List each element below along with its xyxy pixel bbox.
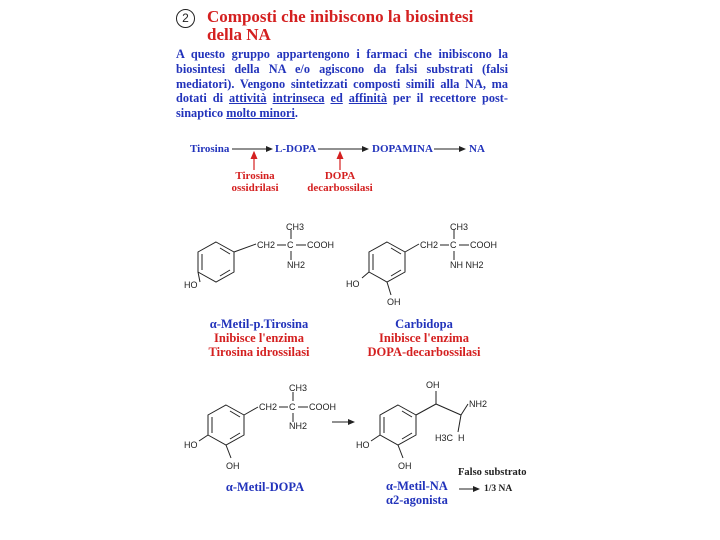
paragraph-text: . <box>294 106 298 121</box>
label-oh: OH <box>226 461 240 471</box>
pathway-na: NA <box>469 143 485 155</box>
label-oh: OH <box>398 461 412 471</box>
label-ho: HO <box>356 440 370 450</box>
label-oh: OH <box>387 297 401 307</box>
label-nh2: NH2 <box>469 399 488 409</box>
compound-effect: α2-agonista <box>386 493 448 507</box>
compound-effect: Inibisce l'enzima <box>214 331 304 345</box>
label-oh-hydroxyl: OH <box>426 380 440 390</box>
caption-carbidopa <box>356 317 492 359</box>
slide-title-line2: della NA <box>207 25 271 44</box>
label-cooh: COOH <box>470 240 497 250</box>
structure-carbidopa <box>346 222 497 307</box>
label-ch3: CH3 <box>286 222 305 232</box>
pathway-dopamina: DOPAMINA <box>372 143 433 155</box>
label-ch2: CH2 <box>257 240 276 250</box>
label-c: C <box>450 240 457 250</box>
enzyme-line: Tirosina <box>235 170 275 182</box>
label-ch2: CH2 <box>420 240 439 250</box>
label-ho: HO <box>184 440 198 450</box>
structure-metil-tirosina <box>184 222 334 290</box>
caption-metil-tirosina <box>194 317 324 359</box>
compound-target: Tirosina idrossilasi <box>208 345 310 359</box>
caption-metil-dopa: α-Metil-DOPA <box>225 480 305 494</box>
label-nhnh2: NH NH2 <box>450 260 484 270</box>
structure-metil-na <box>356 380 487 471</box>
underlined-term: molto minori <box>226 106 295 121</box>
slide-title-line1: Composti che inibiscono la biosintesi <box>207 7 474 26</box>
label-ho: HO <box>346 279 360 289</box>
caption-metil-na <box>386 479 466 507</box>
label-h3c: H3C <box>435 433 454 443</box>
label-nh2: NH2 <box>289 421 308 431</box>
label-h: H <box>458 433 465 443</box>
pathway-tirosina: Tirosina <box>190 143 230 155</box>
compound-target: DOPA-decarbossilasi <box>367 345 481 359</box>
underlined-term: ed <box>330 91 343 106</box>
label-ch3: CH3 <box>289 383 308 393</box>
compound-name: α-Metil-NA <box>386 479 448 493</box>
label-cooh: COOH <box>309 402 336 412</box>
label-c: C <box>287 240 294 250</box>
label-cooh: COOH <box>307 240 334 250</box>
structure-metil-dopa <box>184 383 336 471</box>
underlined-term: attività <box>228 91 267 106</box>
label-ch3: CH3 <box>450 222 469 232</box>
pathway-ldopa: L-DOPA <box>275 143 317 155</box>
false-substrate-label: Falso substrato <box>458 467 527 478</box>
label-ch2: CH2 <box>259 402 278 412</box>
potency-ratio-label: 1/3 NA <box>484 484 513 494</box>
enzyme-line: decarbossilasi <box>307 182 373 194</box>
underlined-term: intrinseca <box>272 91 325 106</box>
compound-name: α-Metil-p.Tirosina <box>209 317 309 331</box>
compound-name: Carbidopa <box>395 317 453 331</box>
underlined-term: affinità <box>348 91 388 106</box>
paragraph-text: A questo gruppo appartengono i farmaci che inibiscono la biosintesi della NA e/o agiscono da falsi substrati (falsi mediatori). Vengono sintetizzati composti simili alla NA, ma dotati di <box>176 47 508 106</box>
section-number-badge: 2 <box>176 9 195 28</box>
label-nh2: NH2 <box>287 260 306 270</box>
label-c: C <box>289 402 296 412</box>
enzyme-line: DOPA <box>324 170 356 182</box>
paragraph-text: per il recettore post-sinaptico <box>176 91 508 121</box>
enzyme-line: ossidrilasi <box>231 182 279 194</box>
label-ho: HO <box>184 280 198 290</box>
compound-effect: Inibisce l'enzima <box>379 331 469 345</box>
